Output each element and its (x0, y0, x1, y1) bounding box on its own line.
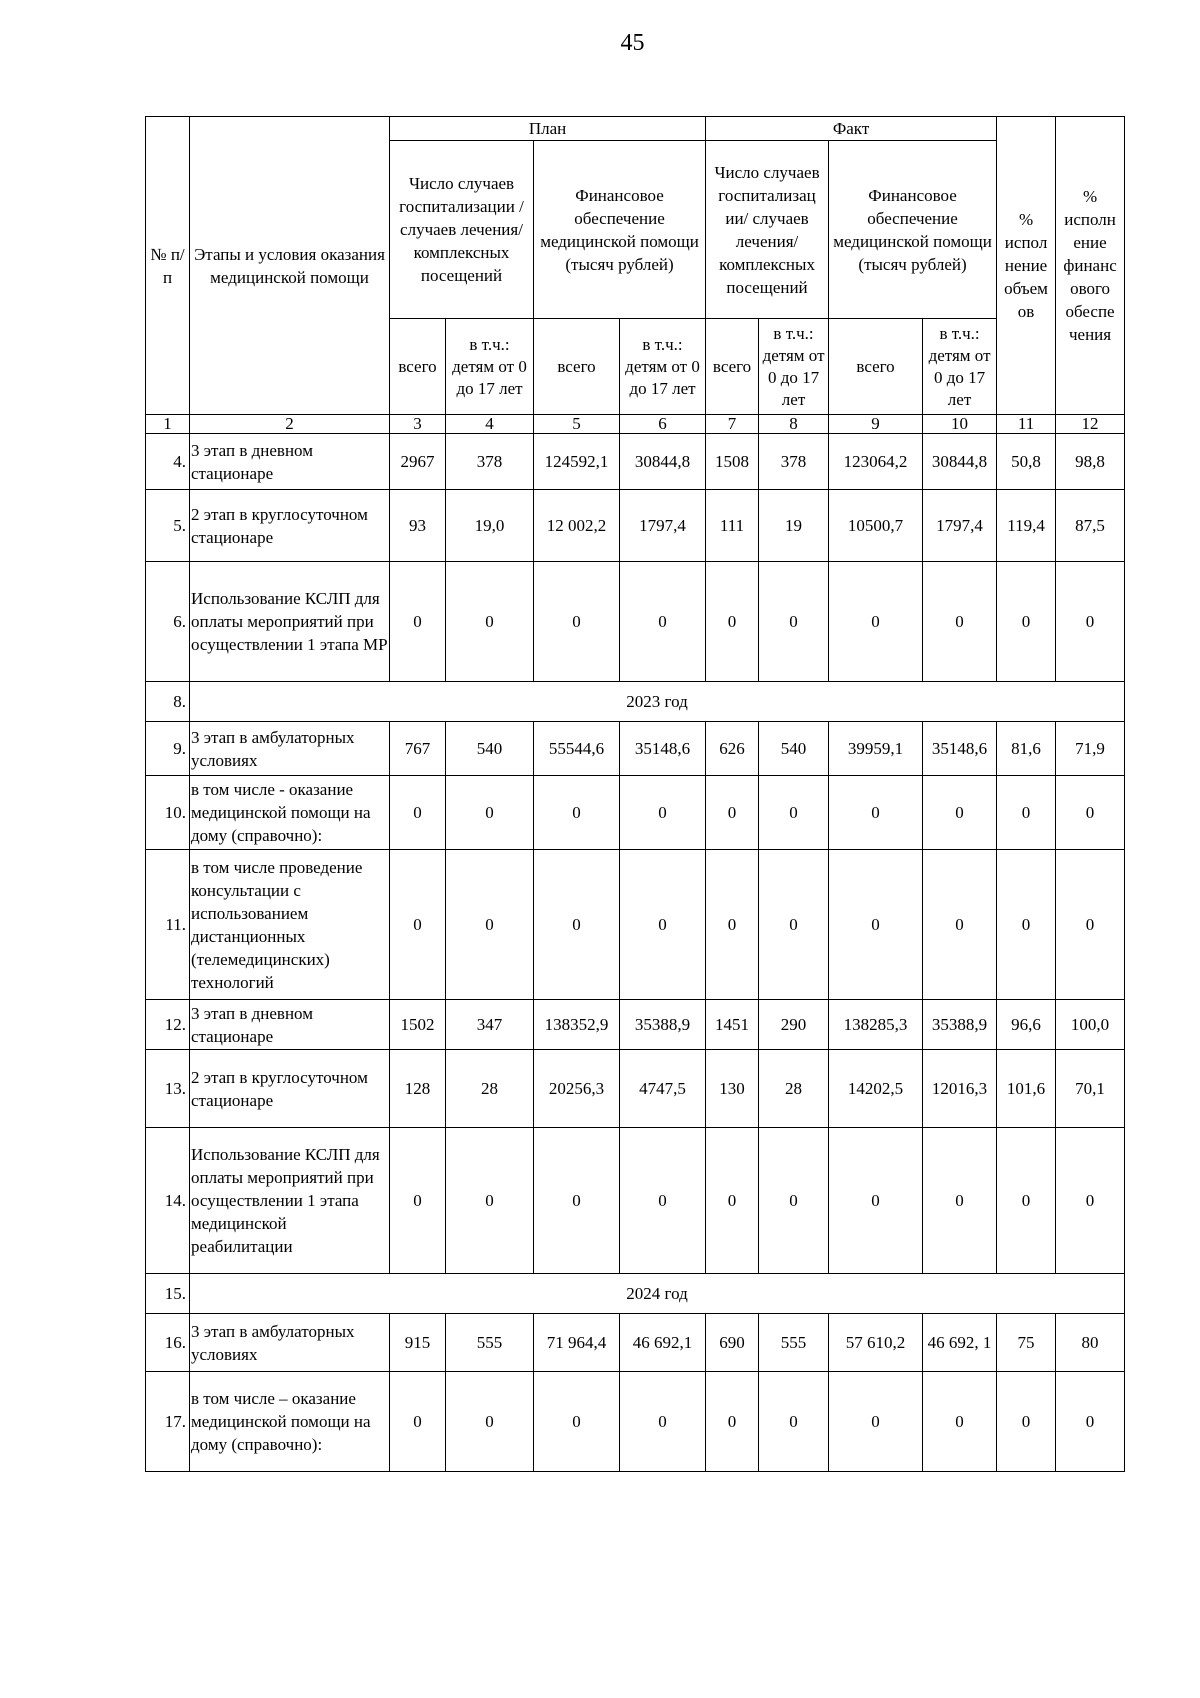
value-cell: 0 (620, 1372, 706, 1472)
row-number: 8. (146, 682, 190, 722)
header-plan-finance: Финансовое обеспечение медицинской помощи (тысяч рублей) (534, 141, 706, 319)
value-cell: 50,8 (997, 434, 1056, 490)
value-cell: 540 (446, 722, 534, 776)
value-cell: 0 (534, 562, 620, 682)
value-cell: 46 692, 1 (923, 1314, 997, 1372)
value-cell: 46 692,1 (620, 1314, 706, 1372)
value-cell: 35388,9 (923, 1000, 997, 1050)
value-cell: 0 (923, 562, 997, 682)
stage-name: в том числе проведение консультации с использованием дистанционных (телемедицинских) технологий (190, 850, 390, 1000)
value-cell: 0 (534, 1128, 620, 1274)
table-row (146, 490, 1125, 562)
value-cell: 30844,8 (620, 434, 706, 490)
value-cell: 19,0 (446, 490, 534, 562)
value-cell: 28 (759, 1050, 829, 1128)
value-cell: 0 (390, 1372, 446, 1472)
row-number: 14. (146, 1128, 190, 1274)
column-number: 7 (706, 415, 759, 434)
value-cell: 0 (446, 1128, 534, 1274)
value-cell: 1451 (706, 1000, 759, 1050)
value-cell: 0 (620, 1128, 706, 1274)
header-plan-cases: Число случаев госпитализации / случаев лечения/ комплексных посещений (390, 141, 534, 319)
value-cell: 0 (620, 562, 706, 682)
column-number: 9 (829, 415, 923, 434)
value-cell: 290 (759, 1000, 829, 1050)
value-cell: 98,8 (1056, 434, 1125, 490)
value-cell: 0 (534, 1372, 620, 1472)
value-cell: 138352,9 (534, 1000, 620, 1050)
value-cell: 0 (1056, 776, 1125, 850)
header-plan-finance-total: всего (534, 319, 620, 415)
column-number: 2 (190, 415, 390, 434)
value-cell: 93 (390, 490, 446, 562)
row-number: 17. (146, 1372, 190, 1472)
value-cell: 4747,5 (620, 1050, 706, 1128)
value-cell: 0 (706, 850, 759, 1000)
stage-name: Использование КСЛП для оплаты мероприятий при осуществлении 1 этапа медицинской реабилитации (190, 1128, 390, 1274)
table-row (146, 1050, 1125, 1128)
column-number: 6 (620, 415, 706, 434)
value-cell: 0 (706, 562, 759, 682)
value-cell: 35148,6 (620, 722, 706, 776)
value-cell: 75 (997, 1314, 1056, 1372)
value-cell: 0 (997, 850, 1056, 1000)
value-cell: 81,6 (997, 722, 1056, 776)
value-cell: 0 (390, 850, 446, 1000)
value-cell: 378 (759, 434, 829, 490)
value-cell: 0 (446, 562, 534, 682)
value-cell: 0 (1056, 562, 1125, 682)
header-pct-finance: % исполн ение финанс ового обеспе чения (1056, 117, 1125, 415)
column-numbers-row (146, 415, 1125, 434)
header-pct-volume: % испол нение объем ов (997, 117, 1056, 415)
value-cell: 71,9 (1056, 722, 1125, 776)
stage-name: Использование КСЛП для оплаты мероприятий при осуществлении 1 этапа МР (190, 562, 390, 682)
table-row (146, 850, 1125, 1000)
table-row (146, 1314, 1125, 1372)
column-number: 3 (390, 415, 446, 434)
value-cell: 14202,5 (829, 1050, 923, 1128)
value-cell: 626 (706, 722, 759, 776)
value-cell: 128 (390, 1050, 446, 1128)
value-cell: 0 (706, 1372, 759, 1472)
value-cell: 111 (706, 490, 759, 562)
stage-name: 2 этап в круглосуточном стационаре (190, 1050, 390, 1128)
value-cell: 96,6 (997, 1000, 1056, 1050)
value-cell: 0 (534, 850, 620, 1000)
header-fact-cases: Число случаев госпитализац ии/ случаев лечения/ комплексных посещений (706, 141, 829, 319)
row-number: 6. (146, 562, 190, 682)
column-number: 1 (146, 415, 190, 434)
value-cell: 690 (706, 1314, 759, 1372)
report-table (145, 116, 1125, 1472)
table-row (146, 1000, 1125, 1050)
value-cell: 39959,1 (829, 722, 923, 776)
value-cell: 0 (829, 1128, 923, 1274)
value-cell: 0 (997, 776, 1056, 850)
header-plan-cases-total: всего (390, 319, 446, 415)
value-cell: 0 (446, 850, 534, 1000)
value-cell: 0 (829, 776, 923, 850)
header-plan-cases-children: в т.ч.: детям от 0 до 17 лет (446, 319, 534, 415)
value-cell: 0 (1056, 1372, 1125, 1472)
value-cell: 10500,7 (829, 490, 923, 562)
year-label: 2024 год (190, 1274, 1125, 1314)
table-body (146, 415, 1125, 1472)
table-row (146, 722, 1125, 776)
row-number: 10. (146, 776, 190, 850)
value-cell: 35388,9 (620, 1000, 706, 1050)
column-number: 4 (446, 415, 534, 434)
header-fact-cases-total: всего (706, 319, 759, 415)
value-cell: 0 (390, 562, 446, 682)
table-row (146, 1128, 1125, 1274)
value-cell: 57 610,2 (829, 1314, 923, 1372)
value-cell: 2967 (390, 434, 446, 490)
column-number: 12 (1056, 415, 1125, 434)
header-plan: План (390, 117, 706, 141)
value-cell: 0 (706, 776, 759, 850)
value-cell: 0 (759, 850, 829, 1000)
column-number: 10 (923, 415, 997, 434)
value-cell: 0 (446, 776, 534, 850)
value-cell: 123064,2 (829, 434, 923, 490)
header-fact-finance-children: в т.ч.: детям от 0 до 17 лет (923, 319, 997, 415)
value-cell: 0 (997, 1128, 1056, 1274)
column-number: 8 (759, 415, 829, 434)
value-cell: 0 (620, 850, 706, 1000)
value-cell: 1797,4 (620, 490, 706, 562)
value-cell: 20256,3 (534, 1050, 620, 1128)
value-cell: 1797,4 (923, 490, 997, 562)
stage-name: в том числе - оказание медицинской помощи на дому (справочно): (190, 776, 390, 850)
table-row (146, 562, 1125, 682)
row-number: 15. (146, 1274, 190, 1314)
value-cell: 12 002,2 (534, 490, 620, 562)
row-number: 4. (146, 434, 190, 490)
value-cell: 0 (923, 1372, 997, 1472)
row-number: 16. (146, 1314, 190, 1372)
value-cell: 0 (1056, 850, 1125, 1000)
row-number: 13. (146, 1050, 190, 1128)
value-cell: 378 (446, 434, 534, 490)
value-cell: 555 (446, 1314, 534, 1372)
row-number: 11. (146, 850, 190, 1000)
value-cell: 0 (534, 776, 620, 850)
value-cell: 35148,6 (923, 722, 997, 776)
value-cell: 0 (620, 776, 706, 850)
row-number: 12. (146, 1000, 190, 1050)
year-row (146, 1274, 1125, 1314)
column-number: 11 (997, 415, 1056, 434)
value-cell: 1502 (390, 1000, 446, 1050)
value-cell: 0 (997, 562, 1056, 682)
value-cell: 55544,6 (534, 722, 620, 776)
page-number: 45 (620, 30, 645, 56)
value-cell: 87,5 (1056, 490, 1125, 562)
value-cell: 0 (759, 1128, 829, 1274)
stage-name: 2 этап в круглосуточном стационаре (190, 490, 390, 562)
value-cell: 130 (706, 1050, 759, 1128)
column-number: 5 (534, 415, 620, 434)
stage-name: в том числе – оказание медицинской помощи на дому (справочно): (190, 1372, 390, 1472)
header-plan-finance-children: в т.ч.: детям от 0 до 17 лет (620, 319, 706, 415)
value-cell: 540 (759, 722, 829, 776)
value-cell: 0 (390, 776, 446, 850)
value-cell: 0 (1056, 1128, 1125, 1274)
row-number: 9. (146, 722, 190, 776)
value-cell: 767 (390, 722, 446, 776)
value-cell: 101,6 (997, 1050, 1056, 1128)
value-cell: 0 (759, 776, 829, 850)
stage-name: 3 этап в дневном стационаре (190, 1000, 390, 1050)
value-cell: 70,1 (1056, 1050, 1125, 1128)
value-cell: 0 (997, 1372, 1056, 1472)
value-cell: 138285,3 (829, 1000, 923, 1050)
value-cell: 0 (923, 1128, 997, 1274)
value-cell: 555 (759, 1314, 829, 1372)
value-cell: 12016,3 (923, 1050, 997, 1128)
value-cell: 0 (446, 1372, 534, 1472)
row-number: 5. (146, 490, 190, 562)
value-cell: 0 (829, 1372, 923, 1472)
stage-name: 3 этап в амбулаторных условиях (190, 1314, 390, 1372)
value-cell: 0 (923, 776, 997, 850)
table-row (146, 434, 1125, 490)
value-cell: 124592,1 (534, 434, 620, 490)
value-cell: 119,4 (997, 490, 1056, 562)
value-cell: 30844,8 (923, 434, 997, 490)
header-fact-cases-children: в т.ч.: детям от 0 до 17 лет (759, 319, 829, 415)
value-cell: 0 (390, 1128, 446, 1274)
value-cell: 28 (446, 1050, 534, 1128)
table-row (146, 776, 1125, 850)
table-row (146, 1372, 1125, 1472)
stage-name: 3 этап в дневном стационаре (190, 434, 390, 490)
value-cell: 347 (446, 1000, 534, 1050)
value-cell: 71 964,4 (534, 1314, 620, 1372)
header-stages: Этапы и условия оказания медицинской помощи (190, 117, 390, 415)
value-cell: 19 (759, 490, 829, 562)
header-fact-finance: Финансовое обеспечение медицинской помощи (тысяч рублей) (829, 141, 997, 319)
header-fact: Факт (706, 117, 997, 141)
year-row (146, 682, 1125, 722)
header-fact-finance-total: всего (829, 319, 923, 415)
value-cell: 0 (923, 850, 997, 1000)
value-cell: 0 (829, 850, 923, 1000)
value-cell: 915 (390, 1314, 446, 1372)
value-cell: 0 (829, 562, 923, 682)
value-cell: 0 (759, 562, 829, 682)
value-cell: 80 (1056, 1314, 1125, 1372)
value-cell: 0 (706, 1128, 759, 1274)
stage-name: 3 этап в амбулаторных условиях (190, 722, 390, 776)
year-label: 2023 год (190, 682, 1125, 722)
value-cell: 1508 (706, 434, 759, 490)
value-cell: 100,0 (1056, 1000, 1125, 1050)
value-cell: 0 (759, 1372, 829, 1472)
header-no: № п/п (146, 117, 190, 415)
